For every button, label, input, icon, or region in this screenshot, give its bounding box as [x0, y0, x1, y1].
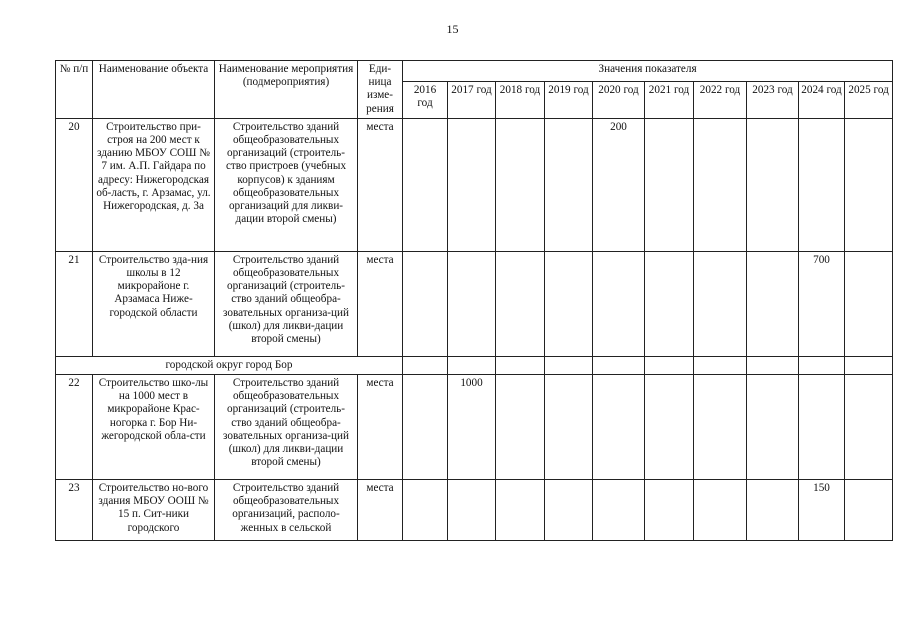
- value-cell: [694, 118, 747, 251]
- unit-cell: места: [358, 118, 403, 251]
- value-cell: [645, 480, 694, 541]
- table-row: [56, 251, 893, 356]
- value-cell: [593, 251, 645, 356]
- measure-name: Строительство зданий общеобразовательных организаций (строитель-ство зданий общеобра-зовательных организа-ций (школ) для ликви-дации второй смены): [215, 251, 358, 356]
- value-cell: [448, 251, 496, 356]
- value-cell: 150: [799, 480, 845, 541]
- value-cell: [545, 375, 593, 480]
- section-heading: городской округ город Бор: [56, 356, 403, 374]
- object-name: Строительство зда-ния школы в 12 микрорайоне г. Арзамаса Ниже-городской области: [93, 251, 215, 356]
- value-cell: [448, 356, 496, 374]
- measure-name: Строительство зданий общеобразовательных организаций (строитель-ство зданий общеобра-зовательных организа-ций (школ) для ликви-дации второй смены): [215, 375, 358, 480]
- measure-name: Строительство зданий общеобразовательных организаций (строитель-ство пристроев (учебных корпусов) к зданиям общеобразовательных организаций для ликви-дации второй смены): [215, 118, 358, 251]
- header-year: 2024 год: [799, 82, 845, 119]
- value-cell: [545, 251, 593, 356]
- unit-cell: места: [358, 375, 403, 480]
- value-cell: [799, 356, 845, 374]
- value-cell: [845, 480, 893, 541]
- table-row: [56, 375, 893, 480]
- value-cell: [747, 356, 799, 374]
- header-year: 2025 год: [845, 82, 893, 119]
- header-year: 2021 год: [645, 82, 694, 119]
- header-year: 2020 год: [593, 82, 645, 119]
- value-cell: [694, 251, 747, 356]
- table-header: [56, 61, 893, 119]
- header-unit: Еди-ница изме-рения: [358, 61, 403, 119]
- header-year: 2023 год: [747, 82, 799, 119]
- header-measure: Наименование мероприятия (подмероприятия): [215, 61, 358, 119]
- value-cell: [496, 118, 545, 251]
- value-cell: [496, 375, 545, 480]
- table-body: [56, 118, 893, 540]
- value-cell: [545, 118, 593, 251]
- value-cell: [496, 356, 545, 374]
- header-object: Наименование объекта: [93, 61, 215, 119]
- header-year: 2016 год: [403, 82, 448, 119]
- value-cell: [403, 356, 448, 374]
- table-row: [56, 118, 893, 251]
- value-cell: [403, 375, 448, 480]
- value-cell: 200: [593, 118, 645, 251]
- object-name: Строительство но-вого здания МБОУ ООШ № 15 п. Сит-ники городского: [93, 480, 215, 541]
- value-cell: [645, 251, 694, 356]
- header-year: 2022 год: [694, 82, 747, 119]
- value-cell: [799, 375, 845, 480]
- value-cell: [496, 480, 545, 541]
- value-cell: [403, 480, 448, 541]
- unit-cell: места: [358, 480, 403, 541]
- value-cell: [645, 375, 694, 480]
- value-cell: [747, 375, 799, 480]
- header-year: 2017 год: [448, 82, 496, 119]
- value-cell: [403, 118, 448, 251]
- measure-name: Строительство зданий общеобразовательных организаций, располо-женных в сельской: [215, 480, 358, 541]
- value-cell: [448, 118, 496, 251]
- value-cell: [747, 251, 799, 356]
- row-number: 22: [56, 375, 93, 480]
- value-cell: [593, 480, 645, 541]
- value-cell: [593, 356, 645, 374]
- indicators-table: [55, 60, 893, 541]
- table-row: [56, 480, 893, 541]
- value-cell: 700: [799, 251, 845, 356]
- value-cell: 1000: [448, 375, 496, 480]
- value-cell: [845, 118, 893, 251]
- row-number: 23: [56, 480, 93, 541]
- value-cell: [545, 356, 593, 374]
- object-name: Строительство шко-лы на 1000 мест в микрорайоне Крас-ногорка г. Бор Ни-жегородской обла-сти: [93, 375, 215, 480]
- header-year: 2018 год: [496, 82, 545, 119]
- row-number: 20: [56, 118, 93, 251]
- header-year: 2019 год: [545, 82, 593, 119]
- header-num: № п/п: [56, 61, 93, 119]
- value-cell: [496, 251, 545, 356]
- value-cell: [799, 118, 845, 251]
- unit-cell: места: [358, 251, 403, 356]
- value-cell: [448, 480, 496, 541]
- value-cell: [694, 356, 747, 374]
- value-cell: [694, 375, 747, 480]
- value-cell: [545, 480, 593, 541]
- value-cell: [845, 375, 893, 480]
- value-cell: [645, 356, 694, 374]
- value-cell: [747, 480, 799, 541]
- value-cell: [845, 356, 893, 374]
- page-number: 15: [446, 22, 459, 36]
- section-row: [56, 356, 893, 374]
- value-cell: [747, 118, 799, 251]
- value-cell: [645, 118, 694, 251]
- value-cell: [845, 251, 893, 356]
- value-cell: [403, 251, 448, 356]
- header-values: Значения показателя: [403, 61, 893, 82]
- row-number: 21: [56, 251, 93, 356]
- value-cell: [694, 480, 747, 541]
- value-cell: [593, 375, 645, 480]
- object-name: Строительство при-строя на 200 мест к зданию МБОУ СОШ № 7 им. А.П. Гайдара по адресу: Нижегородская об-ласть, г. Арзамас, ул. Нижегородская, д. 3а: [93, 118, 215, 251]
